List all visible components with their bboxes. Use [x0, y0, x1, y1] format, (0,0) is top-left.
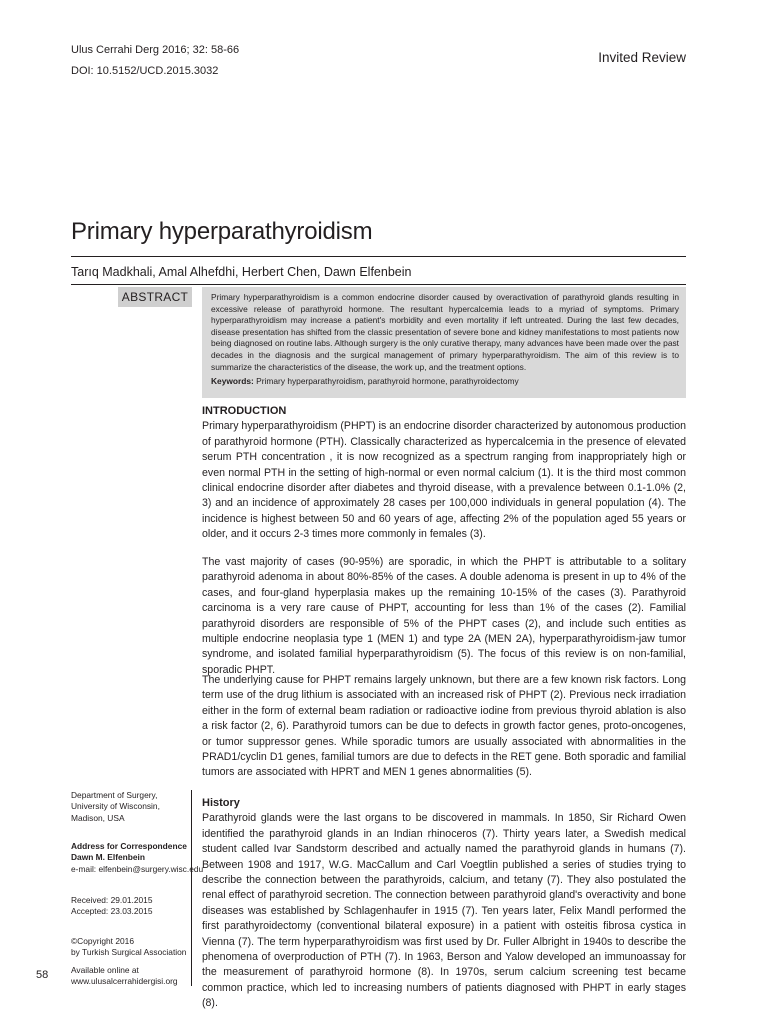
title-rule — [71, 256, 686, 257]
abstract-label: ABSTRACT — [118, 287, 192, 307]
introduction-heading: INTRODUCTION — [202, 405, 287, 417]
affiliation-line: Department of Surgery, — [71, 790, 158, 800]
journal-url: www.ulusalcerrahidergisi.org — [71, 976, 178, 987]
introduction-section — [202, 404, 686, 543]
paragraph: Primary hyperparathyroidism (PHPT) is an endocrine disorder characterized by autonomous production of parathyroid hormone (PTH). Classically characterized as hypercalcemia in the presence of elevated serum PTH concentration , it is now recognized as a spectrum ranging from inappropriately high or even normal PTH in the setting of high-normal or even normal calcium (1). It is the third most common clinical endocrine disorder after diabetes and thyroid disease, with a prevalence between 0.1-1.0% (2, 3) and an incidence of approximately 28 cases per 100,000 individuals in general population (4). The incidence is highest between 50 and 60 years of age, affecting 2% of the population aged 55 years or older, and it occurs 2-3 times more commonly in females (3). — [202, 420, 687, 541]
authors-rule — [71, 284, 686, 285]
paragraph: The underlying cause for PHPT remains largely unknown, but there are a few known risk factors. Long term use of the drug lithium is associated with an increased risk of PHPT (2). Previous neck irradiation either in the form of external beam radiation or radioactive iodine from previous thyroid ablation is also a risk factor (2, 6). Parathyroid tumors can be due to defects in growth factor genes, proto-oncogenes, or tumor suppressor genes. While sporadic tumors are usually associated with abnormalities in the PRAD1/cyclin D1 genes, familial tumors are due to defects in the RET gene. Both sporadic and familial tumors are associated with HPRT and MEN 1 genes abnormalities (5). — [202, 674, 686, 779]
abstract-box — [202, 287, 686, 398]
correspondence-name: Dawn M. Elfenbein — [71, 852, 145, 863]
correspondence — [71, 841, 203, 875]
history-heading: History — [202, 797, 240, 809]
author-list: Tarıq Madkhali, Amal Alhefdhi, Herbert Chen, Dawn Elfenbein — [71, 265, 412, 279]
accepted-date: Accepted: 23.03.2015 — [71, 906, 153, 917]
dates — [71, 895, 153, 918]
section-type: Invited Review — [598, 50, 686, 65]
online-line: Available online at — [71, 965, 139, 975]
paragraph: The vast majority of cases (90-95%) are sporadic, in which the PHPT is attributable to a solitary parathyroid adenoma in about 80%-85% of the cases. A double adenoma is present in up to 4% of the cases, and four-gland hyperplasia makes up the remaining 10-15% of the cases (3). Parathyroid carcinoma is a very rare cause of PHPT, accounting for less than 1% of the cases (2). Familial parathyroid disorders are responsible of 5% of the PHPT cases (2), and include such entities as multiple endocrine neoplasia type 1 (MEN 1) and type 2A (MEN 2A), hyperparathyroidism-jaw tumor syndrome, and isolated familial hyperparathyroidism (5). The focus of this review is on non-familial, sporadic PHPT. — [202, 556, 686, 676]
journal-citation: Ulus Cerrahi Derg 2016; 32: 58-66 — [71, 44, 240, 56]
online-availability — [71, 965, 178, 988]
abstract-text: Primary hyperparathyroidism is a common endocrine disorder caused by overactivation of parathyroid glands resulting in excessive release of parathyroid hormone. The resultant hypercalcemia leads to a myriad of symptoms. Primary hyperparathyroidism may increase a patient's morbidity and even mortality if left untreated. During the last few decades, disease presentation has shifted from the classic presentation of severe bone and kidney manifestations to most patients now being diagnosed on routine labs. Although surgery is the only curative therapy, many advances have been made over the past decades in the diagnosis and the surgical management of primary hyperparathyroidism. The aim of this review is to summarize the characteristics of the disease, the work up, and the treatment options. — [211, 292, 679, 372]
article-title: Primary hyperparathyroidism — [71, 218, 373, 245]
copyright-line: by Turkish Surgical Association — [71, 947, 187, 958]
copyright-line: ©Copyright 2016 — [71, 936, 134, 946]
affiliation — [71, 790, 160, 824]
keywords-label: Keywords: — [211, 376, 254, 387]
affiliation-line: Madison, USA — [71, 812, 125, 823]
copyright — [71, 936, 186, 959]
affiliation-line: University of Wisconsin, — [71, 801, 160, 812]
keywords-text: Primary hyperparathyroidism, parathyroid hormone, parathyroidectomy — [256, 376, 519, 387]
history-section — [202, 796, 686, 1012]
page-number: 58 — [36, 969, 49, 981]
correspondence-email: e-mail: elfenbein@surgery.wisc.edu — [71, 863, 204, 874]
correspondence-label: Address for Correspondence — [71, 841, 187, 851]
received-date: Received: 29.01.2015 — [71, 895, 153, 905]
doi: DOI: 10.5152/UCD.2015.3032 — [71, 65, 219, 77]
paragraph: Parathyroid glands were the last organs to be discovered in mammals. In 1850, Sir Richard Owen identified the parathyroid glands in an Indian rhinoceros (7). Thirty years later, a Swedish medical student called Ivar Sandstorm described and actually named the parathyroid glands in humans (7). Between 1908 and 1917, W.G. MacCallum and Carl Voegtlin published a series of studies trying to describe the connection between the parathyroids, calcium, and tetany (7). They also postulated the renal effect of parathyroid secretion. The connection between parathyroid gland's overactivity and bone diseases was established by Schlagenhaufer in 1915 (7). Ten years later, Felix Mandl performed the first parathyroidectomy (conventional bilateral exposure) in a patient with osteitis fibrosa cystica in Vienna (7). The term hyperparathyroidism was first used by Dr. Fuller Albright in 1940s to describe the phenomena of overproduction of PTH (7). In 1963, Berson and Yalow developed an immunoassay for the measurement of parathyroid hormone (8). In 1970s, serum calcium screening test became common practice, which led to increasing numbers of patients diagnosed with PHPT in early stages (8). — [202, 812, 686, 1010]
keywords — [211, 376, 679, 388]
sidebar-divider — [191, 790, 192, 986]
